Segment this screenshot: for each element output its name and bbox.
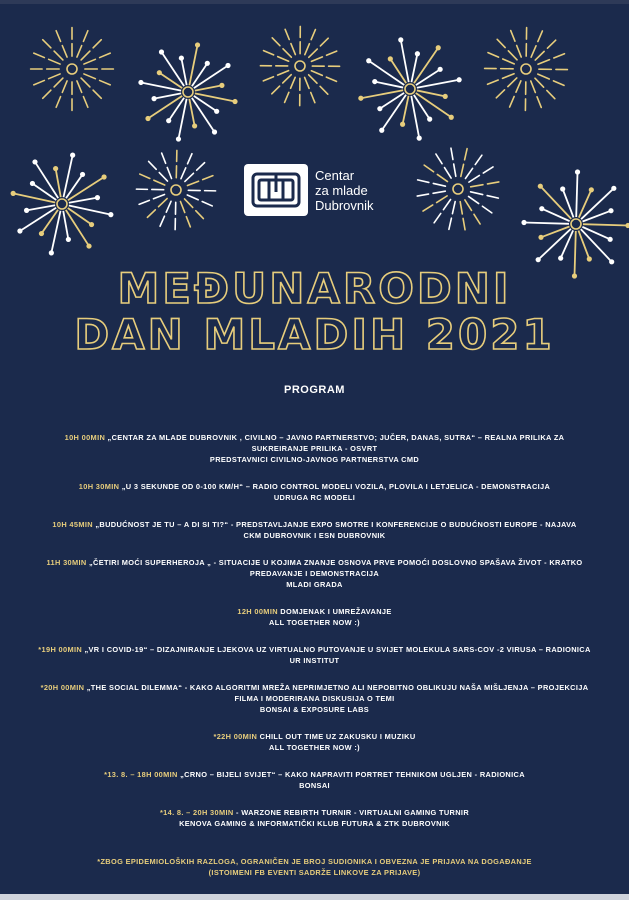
logo-line-2: za mlade	[315, 182, 368, 198]
program-item	[10, 606, 619, 628]
program-heading: PROGRAM	[284, 384, 345, 396]
cmd-logo-icon	[244, 164, 308, 216]
footnote-line-2: (ISTOIMENI FB EVENTI SADRŽE LINKOVE ZA PRIJAVE)	[208, 868, 421, 877]
event-description: „CENTAR ZA MLADE DUBROVNIK , CIVILNO – JAVNO PARTNERSTVO; JUČER, DANAS, SUTRA“ – REALNA PRILIKA ZA	[105, 433, 565, 442]
event-organizer: UR INSTITUT	[289, 656, 340, 665]
firework-burst	[136, 150, 215, 229]
event-time: 10H 30MIN	[78, 482, 120, 491]
event-description: „CRNO – BIJELI SVIJET“ – KAKO NAPRAVITI PORTRET TEHNIKOM UGLJEN - RADIONICA	[177, 770, 525, 779]
event-organizer: MLADI GRADA	[286, 580, 343, 589]
firework-burst	[417, 148, 499, 230]
event-description: „THE SOCIAL DILEMMA“ - KAKO ALGORITMI MREŽA NEPRIMJETNO ALI NEPOBITNO OBLIKUJU NAŠA MIŠLJENJA – PROJEKCIJA	[84, 683, 589, 692]
event-organizer: ALL TOGETHER NOW :)	[269, 618, 360, 627]
event-detail: SUKREIRANJE PRILIKA - OSVRT	[251, 444, 378, 453]
event-organizer: CKM DUBROVNIK I ESN DUBROVNIK	[243, 531, 386, 540]
event-time: 10H 45MIN	[52, 520, 93, 529]
program-item	[10, 682, 619, 715]
event-organizer: BONSAI & EXPOSURE LABS	[259, 705, 370, 714]
program-item	[10, 769, 619, 791]
event-organizer: KENOVA GAMING & INFORMATIČKI KLUB FUTURA & ZTK DUBROVNIK	[179, 819, 450, 828]
footnote	[0, 856, 629, 878]
program-item	[10, 481, 619, 503]
program-item	[10, 644, 619, 666]
program-item	[10, 807, 619, 829]
event-organizer: PREDSTAVNICI CIVILNO-JAVNOG PARTNERSTVA CMD	[209, 455, 420, 464]
program-list	[10, 432, 619, 845]
event-description: „U 3 SEKUNDE OD 0-100 KM/H“ – RADIO CONTROL MODELI VOZILA, PLOVILA I LETJELICA - DEMONSTRACIJA	[119, 482, 551, 491]
program-item	[10, 731, 619, 753]
firework-burst	[11, 153, 114, 256]
firework-burst	[521, 169, 629, 278]
logo-line-3: Dubrovnik	[315, 197, 374, 213]
event-time: *14. 8. – 20H 30MIN	[159, 808, 234, 817]
event-time: *19H 00MIN	[38, 645, 83, 654]
title-line-2: DAN MLADIH 2021	[74, 310, 555, 359]
event-time: *13. 8. – 18H 00MIN	[104, 770, 178, 779]
firework-burst	[260, 26, 339, 105]
event-description: - WARZONE REBIRTH TURNIR - VIRTUALNI GAMING TURNIR	[233, 808, 470, 817]
program-item	[10, 557, 619, 590]
event-time: 10H 00MIN	[64, 433, 106, 442]
event-organizer: UDRUGA RC MODELI	[273, 493, 356, 502]
page-title	[0, 266, 629, 358]
firework-burst	[485, 28, 568, 111]
event-description: DOMJENAK I UMREŽAVANJE	[277, 607, 392, 616]
event-organizer: ALL TOGETHER NOW :)	[269, 743, 360, 752]
event-time: *20H 00MIN	[40, 683, 85, 692]
title-line-1: MEĐUNARODNI	[117, 264, 512, 313]
event-description: „ČETIRI MOĆI SUPERHEROJA „ - SITUACIJE U KOJIMA ZNANJE OSNOVA PRVE POMOĆI DOSLOVNO SPAŠAVA ŽIVOT - KRATKO	[86, 558, 583, 567]
fireworks-decoration	[0, 4, 629, 304]
event-description: „BUDUĆNOST JE TU – A DI SI TI?“ - PREDSTAVLJANJE EXPO SMOTRE I KONFERENCIJE O BUDUĆNOSTI EUROPE - NAJAVA	[92, 520, 577, 529]
event-time: 11H 30MIN	[46, 558, 87, 567]
firework-burst	[138, 42, 237, 141]
event-organizer: BONSAI	[299, 781, 330, 790]
logo-line-1: Centar	[315, 167, 355, 183]
program-item	[10, 519, 619, 541]
event-detail: FILMA I MODERIRANA DISKUSIJA O TEMI	[234, 694, 395, 703]
event-detail: PREDAVANJE I DEMONSTRACIJA	[249, 569, 380, 578]
event-time: 12H 00MIN	[237, 607, 278, 616]
firework-burst	[358, 37, 461, 140]
event-description: CHILL OUT TIME UZ ZAKUSKU I MUZIKU	[257, 732, 416, 741]
footnote-line-1: *ZBOG EPIDEMIOLOŠKIH RAZLOGA, OGRANIČEN JE BROJ SUDIONIKA I OBVEZNA JE PRIJAVA NA DOGAĐANJE	[97, 857, 532, 866]
logo	[244, 164, 374, 216]
program-item	[10, 432, 619, 465]
event-time: *22H 00MIN	[213, 732, 258, 741]
firework-burst	[31, 28, 114, 111]
event-description: „VR I COVID-19“ – DIZAJNIRANJE LJEKOVA UZ VIRTUALNO PUTOVANJE U SVIJET MOLEKULA SARS-COV -2 VIRUSA – RADIONICA	[82, 645, 591, 654]
logo-text	[315, 168, 374, 213]
